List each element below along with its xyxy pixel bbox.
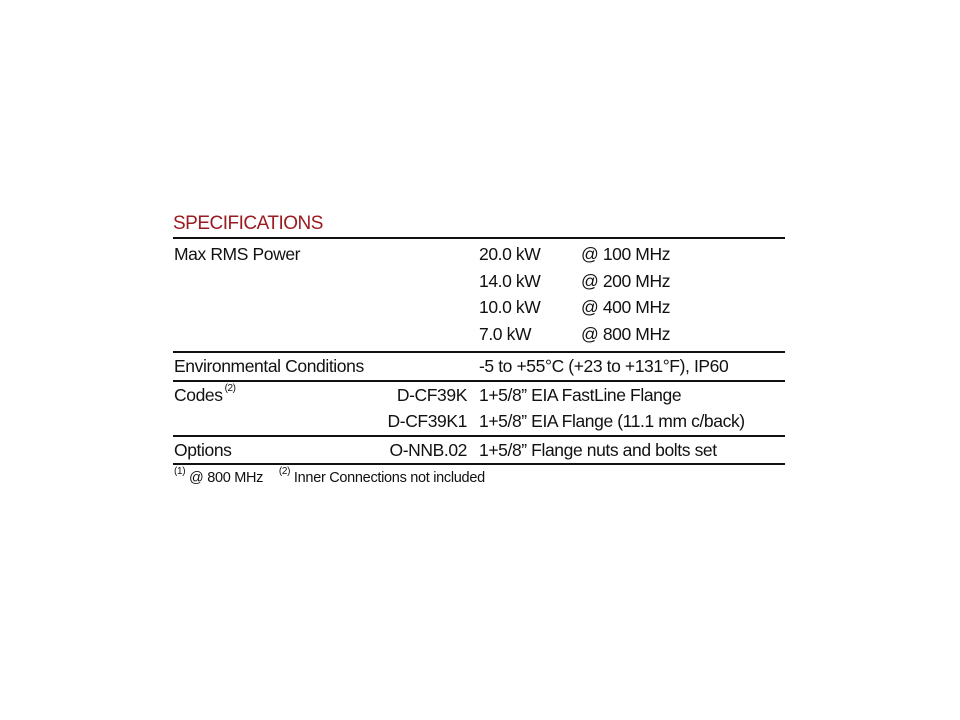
option-code: O-NNB.02: [389, 439, 467, 460]
product-description: 1+5/8” EIA Flange (11.1 mm c/back): [479, 411, 745, 431]
max-rms-power-label: Max RMS Power: [174, 244, 301, 264]
options-row: [173, 437, 785, 464]
power-frequency: @ 100 MHz: [581, 244, 671, 264]
power-row: [173, 241, 785, 268]
options-label: Options: [174, 439, 232, 460]
codes-label: Codes: [174, 384, 223, 405]
environmental-conditions-label: Environmental Conditions: [174, 356, 364, 376]
codes-row: [173, 382, 785, 409]
footnotes: [173, 465, 785, 487]
codes-row: [173, 408, 785, 435]
footnote-2: [278, 466, 485, 486]
power-frequency: @ 800 MHz: [581, 323, 671, 344]
power-value: 10.0 kW: [479, 297, 541, 317]
power-frequency: @ 400 MHz: [581, 297, 671, 317]
power-frequency: @ 200 MHz: [581, 270, 671, 291]
footnote-1: [174, 466, 264, 486]
environmental-conditions-value: -5 to +55°C (+23 to +131°F), IP60: [479, 356, 729, 376]
codes-footnote-ref: (2): [224, 382, 236, 394]
power-row: [173, 294, 785, 321]
codes-label-group: [174, 382, 236, 409]
power-value: 14.0 kW: [479, 270, 541, 291]
product-description: 1+5/8” EIA FastLine Flange: [479, 384, 682, 405]
environment-row: [173, 353, 785, 380]
product-code: D-CF39K1: [387, 411, 467, 431]
specifications-table: [173, 211, 785, 487]
power-row: [173, 268, 785, 295]
footnote-1-text: @ 800 MHz: [185, 470, 264, 486]
option-description: 1+5/8” Flange nuts and bolts set: [479, 439, 717, 460]
footnote-2-text: Inner Connections not included: [290, 470, 485, 486]
footnote-1-mark: (1): [174, 466, 186, 477]
power-row: [173, 321, 785, 348]
power-value: 7.0 kW: [479, 323, 532, 344]
specifications-title: SPECIFICATIONS: [173, 213, 323, 234]
power-value: 20.0 kW: [479, 244, 541, 264]
footnote-2-mark: (2): [278, 466, 291, 477]
product-code: D-CF39K: [396, 384, 467, 405]
